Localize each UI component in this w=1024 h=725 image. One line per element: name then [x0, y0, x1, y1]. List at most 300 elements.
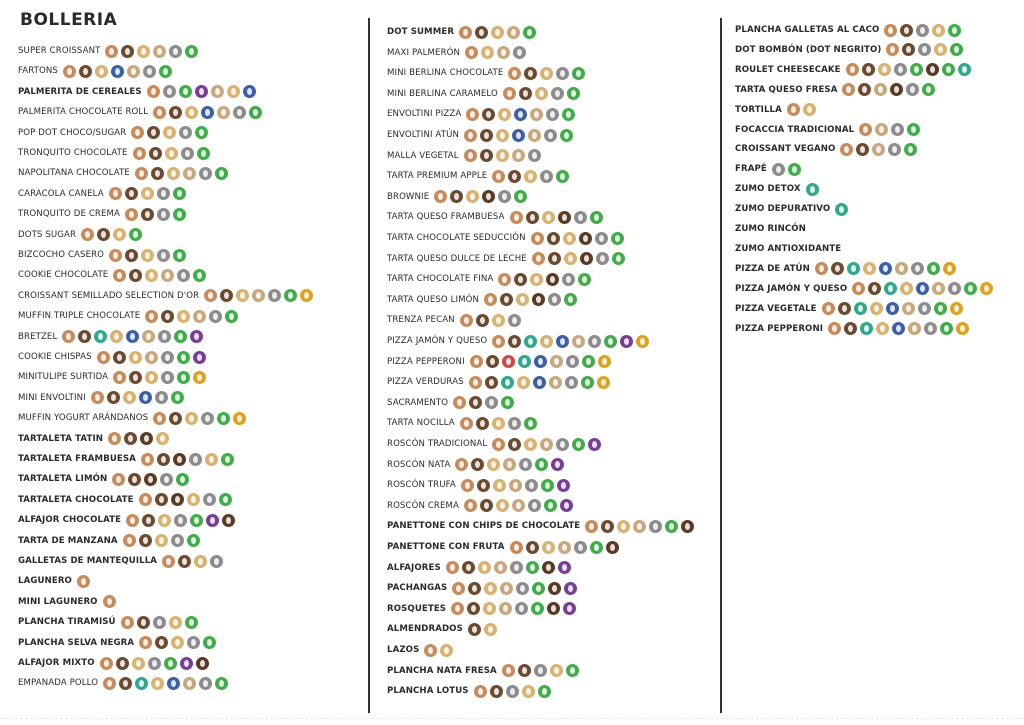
- crustacean-icon: [956, 322, 969, 335]
- soy-icon: [157, 208, 170, 221]
- egg-icon: [125, 249, 138, 262]
- menu-item-name: PANETTONE CON FRUTA: [387, 542, 505, 552]
- egg-icon: [107, 391, 120, 404]
- egg-icon: [476, 417, 489, 430]
- gluten-wheat-icon: [474, 685, 487, 698]
- celery-icon: [177, 371, 190, 384]
- celery-icon: [582, 355, 595, 368]
- menu-item-name: TARTA CHOCOLATE SEDUCCIÓN: [387, 233, 526, 243]
- gluten-wheat-icon: [97, 351, 110, 364]
- egg-icon: [121, 45, 134, 58]
- gluten-wheat-icon: [139, 636, 152, 649]
- menu-item-row: [387, 497, 576, 515]
- menu-item-row: [18, 430, 172, 448]
- egg-icon: [858, 83, 871, 96]
- egg-icon: [155, 493, 168, 506]
- allergen-icons: [109, 187, 189, 200]
- gluten-wheat-icon: [126, 514, 139, 527]
- egg-icon: [129, 269, 142, 282]
- gluten-wheat-icon: [135, 167, 148, 180]
- soy-icon: [143, 65, 156, 78]
- celery-icon: [535, 458, 548, 471]
- menu-item-row: [735, 121, 923, 139]
- milk-icon: [550, 664, 563, 677]
- celery-icon: [197, 147, 210, 160]
- egg-icon: [902, 43, 915, 56]
- gluten-wheat-icon: [815, 262, 828, 275]
- nuts-icon: [872, 143, 885, 156]
- menu-item-name: TARTA QUESO FRAMBUESA: [387, 212, 505, 223]
- soy-icon: [566, 355, 579, 368]
- celery-icon: [904, 143, 917, 156]
- milk-icon: [542, 211, 555, 224]
- nuts-icon: [507, 26, 520, 39]
- egg-icon: [476, 314, 489, 327]
- sesame-icon: [563, 602, 576, 615]
- soy-icon: [161, 371, 174, 384]
- allergen-icons: [455, 458, 567, 471]
- soy-icon: [177, 269, 190, 282]
- celery-icon: [217, 412, 230, 425]
- mustard-icon: [524, 335, 537, 348]
- sesame-icon: [206, 514, 219, 527]
- allergen-icons: [131, 126, 211, 139]
- milk-icon: [113, 228, 126, 241]
- celery-icon: [572, 67, 585, 80]
- celery-icon: [562, 108, 575, 121]
- milk-icon: [163, 126, 176, 139]
- allergen-icons: [204, 289, 316, 302]
- soy-icon: [157, 249, 170, 262]
- milk-icon: [491, 26, 504, 39]
- menu-item-name: TRENZA PECAN: [387, 315, 455, 326]
- cocoa-icon: [532, 293, 545, 306]
- allergen-icons: [502, 664, 582, 677]
- allergen-icons: [123, 534, 203, 547]
- milk-icon: [123, 391, 136, 404]
- allergen-icons: [125, 208, 189, 221]
- menu-item-name: POP DOT CHOCO/SUGAR: [18, 127, 127, 138]
- milk-icon: [185, 412, 198, 425]
- egg-icon: [468, 582, 481, 595]
- gluten-wheat-icon: [502, 664, 515, 677]
- fish-icon: [139, 391, 152, 404]
- menu-item-row: [387, 600, 579, 618]
- menu-item-row: [387, 250, 628, 268]
- milk-icon: [493, 479, 506, 492]
- gluten-wheat-icon: [455, 458, 468, 471]
- allergen-icons: [510, 211, 606, 224]
- mustard-icon: [518, 355, 531, 368]
- menu-item-row: [18, 450, 237, 468]
- nuts-icon: [549, 376, 562, 389]
- menu-item-row: [387, 291, 580, 309]
- nuts-icon: [550, 355, 563, 368]
- fish-icon: [512, 129, 525, 142]
- menu-item-name: PLANCHA SELVA NEGRA: [18, 637, 135, 648]
- soy-icon: [187, 636, 200, 649]
- sesame-icon: [564, 582, 577, 595]
- soy-icon: [548, 293, 561, 306]
- egg-icon: [129, 371, 142, 384]
- menu-item-name: PIZZA PEPPERONI: [735, 323, 824, 334]
- egg-icon: [548, 252, 561, 265]
- allergen-icons: [424, 644, 456, 657]
- cocoa-icon: [144, 473, 157, 486]
- gluten-wheat-icon: [63, 65, 76, 78]
- egg-icon: [475, 26, 488, 39]
- menu-item-row: [387, 23, 539, 41]
- allergen-icons: [772, 163, 804, 176]
- allergen-icons: [498, 273, 594, 286]
- gluten-wheat-icon: [153, 106, 166, 119]
- crustacean-icon: [193, 371, 206, 384]
- mustard-icon: [806, 183, 819, 196]
- gluten-wheat-icon: [585, 520, 598, 533]
- menu-item-name: ALFAJOR CHOCOLATE: [18, 515, 122, 526]
- allergen-icons: [470, 355, 614, 368]
- nuts-icon: [145, 351, 158, 364]
- menu-item-name: PIZZA JAMÓN Y QUESO: [387, 336, 488, 346]
- soy-icon: [528, 499, 541, 512]
- menu-item-name: LAZOS: [387, 645, 420, 655]
- milk-icon: [900, 282, 913, 295]
- allergen-icons: [145, 310, 241, 323]
- soy-icon: [519, 458, 532, 471]
- menu-item-name: BIZCOCHO CASERO: [18, 250, 105, 260]
- soy-icon: [508, 314, 521, 327]
- menu-item-row: [18, 328, 206, 346]
- milk-icon: [171, 636, 184, 649]
- soy-icon: [595, 232, 608, 245]
- menu-item-name: PALMERITA DE CEREALES: [18, 86, 142, 97]
- milk-icon: [540, 67, 553, 80]
- menu-item-name: NAPOLITANA CHOCOLATE: [18, 168, 130, 179]
- milk-icon: [158, 514, 171, 527]
- egg-icon: [149, 147, 162, 160]
- menu-item-row: [387, 229, 627, 247]
- soy-icon: [169, 45, 182, 58]
- menu-item-name: CARACOLA CANELA: [18, 188, 104, 199]
- menu-item-row: [18, 185, 189, 203]
- allergen-icons: [484, 293, 580, 306]
- egg-icon: [508, 170, 521, 183]
- milk-icon: [524, 438, 537, 451]
- gluten-wheat-icon: [453, 396, 466, 409]
- gluten-wheat-icon: [123, 534, 136, 547]
- menu-item-name: CROISSANT SEMILLADO SELECTION D'OR: [18, 290, 200, 301]
- menu-item-name: ALMENDRADOS: [387, 624, 463, 635]
- egg-icon: [856, 143, 869, 156]
- soy-icon: [210, 555, 223, 568]
- celery-icon: [193, 269, 206, 282]
- milk-icon: [496, 129, 509, 142]
- menu-item-name: PIZZA VEGETALE: [735, 303, 817, 314]
- milk-icon: [484, 623, 497, 636]
- menu-item-row: [735, 160, 804, 178]
- soy-icon: [544, 129, 557, 142]
- soy-icon: [506, 685, 519, 698]
- menu-item-row: [387, 105, 578, 123]
- menu-item-row: [18, 368, 209, 386]
- milk-icon: [484, 582, 497, 595]
- allergen-icons: [139, 636, 219, 649]
- gluten-wheat-icon: [470, 355, 483, 368]
- menu-item-name: CROISSANT VEGANO: [735, 144, 836, 155]
- soy-icon: [513, 46, 526, 59]
- egg-icon: [519, 87, 532, 100]
- allergen-icons: [113, 269, 209, 282]
- menu-item-row: [387, 167, 572, 185]
- egg-icon: [480, 129, 493, 142]
- menu-item-name: FRAPÉ: [735, 164, 767, 175]
- egg-icon: [450, 190, 463, 203]
- celery-icon: [556, 170, 569, 183]
- allergen-icons: [884, 24, 964, 37]
- celery-icon: [195, 126, 208, 139]
- milk-icon: [110, 330, 123, 343]
- milk-icon: [617, 520, 630, 533]
- celery-icon: [590, 211, 603, 224]
- menu-item-row: [735, 21, 964, 39]
- mustard-icon: [135, 677, 148, 690]
- milk-icon: [129, 351, 142, 364]
- egg-icon: [157, 453, 170, 466]
- menu-item-name: ROSCÓN NATA: [387, 459, 451, 470]
- celery-icon: [225, 310, 238, 323]
- milk-icon: [205, 453, 218, 466]
- cocoa-icon: [579, 232, 592, 245]
- soy-icon: [199, 677, 212, 690]
- fish-icon: [534, 355, 547, 368]
- menu-item-row: [735, 200, 851, 218]
- gluten-wheat-icon: [153, 412, 166, 425]
- celery-icon: [538, 685, 551, 698]
- menu-item-row: [735, 101, 819, 119]
- cocoa-icon: [606, 541, 619, 554]
- menu-item-name: ZUMO RINCÓN: [735, 224, 806, 234]
- menu-item-row: [735, 81, 938, 99]
- menu-item-name: ZUMO DETOX: [735, 184, 801, 195]
- allergen-icons: [464, 129, 576, 142]
- celery-icon: [190, 514, 203, 527]
- allergen-icons: [103, 677, 231, 690]
- egg-icon: [97, 228, 110, 241]
- menu-item-name: TARTA CHOCOLATE FINA: [387, 274, 494, 285]
- soy-icon: [201, 412, 214, 425]
- allergen-icons: [133, 147, 213, 160]
- gluten-wheat-icon: [81, 228, 94, 241]
- menu-item-name: TARTALETA CHOCOLATE: [18, 494, 134, 505]
- nuts-icon: [499, 602, 512, 615]
- milk-icon: [492, 417, 505, 430]
- soy-icon: [894, 63, 907, 76]
- menu-item-row: [387, 579, 580, 597]
- menu-item-row: [18, 62, 175, 80]
- allergen-icons: [453, 396, 517, 409]
- menu-item-name: TARTA QUESO FRESA: [735, 84, 838, 95]
- milk-icon: [194, 555, 207, 568]
- allergen-icons: [461, 479, 573, 492]
- fish-icon: [533, 376, 546, 389]
- cocoa-icon: [547, 602, 560, 615]
- menu-item-name: COOKIE CHISPAS: [18, 352, 92, 362]
- sesame-icon: [620, 335, 633, 348]
- menu-item-name: PLANCHA GALLETAS AL CACO: [735, 25, 880, 35]
- milk-icon: [156, 432, 169, 445]
- allergen-icons: [840, 143, 920, 156]
- gluten-wheat-icon: [492, 335, 505, 348]
- gluten-wheat-icon: [162, 555, 175, 568]
- gluten-wheat-icon: [100, 657, 113, 670]
- gluten-wheat-icon: [828, 322, 841, 335]
- milk-icon: [522, 685, 535, 698]
- fish-icon: [243, 85, 256, 98]
- menu-item-row: [18, 307, 241, 325]
- menu-item-name: SACRAMENTO: [387, 397, 449, 408]
- menu-item-name: TARTA DE MANZANA: [18, 535, 118, 546]
- egg-icon: [137, 616, 150, 629]
- celery-icon: [566, 664, 579, 677]
- fish-icon: [201, 106, 214, 119]
- soy-icon: [891, 123, 904, 136]
- menu-item-row: [18, 593, 119, 611]
- menu-item-row: [387, 64, 588, 82]
- egg-icon: [480, 149, 493, 162]
- nuts-icon: [183, 167, 196, 180]
- soy-icon: [174, 514, 187, 527]
- allergen-icons: [585, 520, 697, 533]
- gluten-wheat-icon: [859, 123, 872, 136]
- egg-icon: [500, 293, 513, 306]
- gluten-wheat-icon: [103, 595, 116, 608]
- menu-item-name: SUPER CROISSANT: [18, 46, 101, 56]
- column-divider-2: [720, 18, 722, 713]
- menu-item-name: MAXI PALMERÓN: [387, 47, 461, 58]
- celery-icon: [514, 190, 527, 203]
- allergen-icons: [63, 65, 175, 78]
- gluten-wheat-icon: [508, 67, 521, 80]
- menu-item-row: [18, 634, 219, 652]
- celery-icon: [523, 26, 536, 39]
- allergen-icons: [109, 249, 189, 262]
- allergen-icons: [141, 453, 237, 466]
- nuts-icon: [512, 499, 525, 512]
- nuts-icon: [500, 582, 513, 595]
- gluten-wheat-icon: [108, 432, 121, 445]
- cocoa-icon: [171, 493, 184, 506]
- gluten-wheat-icon: [459, 26, 472, 39]
- celery-icon: [524, 417, 537, 430]
- gluten-wheat-icon: [77, 575, 90, 588]
- gluten-wheat-icon: [492, 438, 505, 451]
- soy-icon: [179, 126, 192, 139]
- celery-icon: [203, 636, 216, 649]
- menu-item-row: [735, 61, 974, 79]
- milk-icon: [155, 534, 168, 547]
- menu-item-name: ALFAJOR MIXTO: [18, 658, 95, 668]
- menu-item-name: PLANCHA TIRAMISÚ: [18, 617, 116, 628]
- nuts-icon: [183, 677, 196, 690]
- egg-icon: [601, 520, 614, 533]
- nuts-icon: [528, 129, 541, 142]
- gluten-wheat-icon: [822, 302, 835, 315]
- egg-icon: [151, 167, 164, 180]
- egg-icon: [147, 126, 160, 139]
- allergen-icons: [139, 493, 235, 506]
- celery-icon: [564, 293, 577, 306]
- celery-icon: [215, 677, 228, 690]
- gluten-wheat-icon: [452, 582, 465, 595]
- menu-item-name: MUFFIN YOGURT ARÁNDANOS: [18, 413, 149, 424]
- allergen-icons: [531, 232, 627, 245]
- fish-icon: [167, 677, 180, 690]
- allergen-icons: [113, 371, 209, 384]
- menu-item-row: [18, 613, 201, 631]
- soy-icon: [918, 302, 931, 315]
- egg-icon: [141, 208, 154, 221]
- menu-item-row: [18, 572, 93, 590]
- menu-item-row: [18, 654, 212, 672]
- celery-icon: [942, 63, 955, 76]
- allergen-icons: [446, 561, 574, 574]
- crustacean-icon: [233, 412, 246, 425]
- allergen-icons: [108, 432, 172, 445]
- menu-item-name: TARTALETA LIMÓN: [18, 474, 108, 485]
- nuts-icon: [908, 322, 921, 335]
- menu-item-row: [387, 641, 456, 659]
- soy-icon: [510, 561, 523, 574]
- menu-item-row: [18, 389, 187, 407]
- menu-item-row: [387, 126, 576, 144]
- celery-icon: [964, 282, 977, 295]
- egg-icon: [142, 514, 155, 527]
- egg-icon: [155, 636, 168, 649]
- gluten-wheat-icon: [846, 63, 859, 76]
- milk-icon: [530, 273, 543, 286]
- milk-icon: [483, 602, 496, 615]
- egg-icon: [844, 322, 857, 335]
- allergen-icons: [434, 190, 530, 203]
- gluten-wheat-icon: [460, 314, 473, 327]
- celery-icon: [532, 582, 545, 595]
- egg-icon: [128, 473, 141, 486]
- cocoa-icon: [542, 561, 555, 574]
- menu-item-name: ENVOLTINI ATÚN: [387, 130, 460, 140]
- soy-icon: [148, 657, 161, 670]
- gluten-wheat-icon: [147, 85, 160, 98]
- mustard-icon: [854, 302, 867, 315]
- gluten-wheat-icon: [484, 293, 497, 306]
- menu-item-row: [735, 140, 920, 158]
- celery-icon: [187, 534, 200, 547]
- gluten-wheat-icon: [103, 677, 116, 690]
- menu-item-name: TORTILLA: [735, 104, 782, 115]
- menu-item-name: ZUMO ANTIOXIDANTE: [735, 243, 842, 254]
- fish-icon: [514, 108, 527, 121]
- allergen-icons: [77, 575, 93, 588]
- allergen-icons: [508, 67, 588, 80]
- sesame-icon: [551, 458, 564, 471]
- gluten-wheat-icon: [105, 45, 118, 58]
- gluten-wheat-icon: [113, 371, 126, 384]
- egg-icon: [161, 310, 174, 323]
- cocoa-icon: [681, 520, 694, 533]
- fish-icon: [126, 330, 139, 343]
- cocoa-icon: [222, 514, 235, 527]
- gluten-wheat-icon: [466, 108, 479, 121]
- egg-icon: [490, 685, 503, 698]
